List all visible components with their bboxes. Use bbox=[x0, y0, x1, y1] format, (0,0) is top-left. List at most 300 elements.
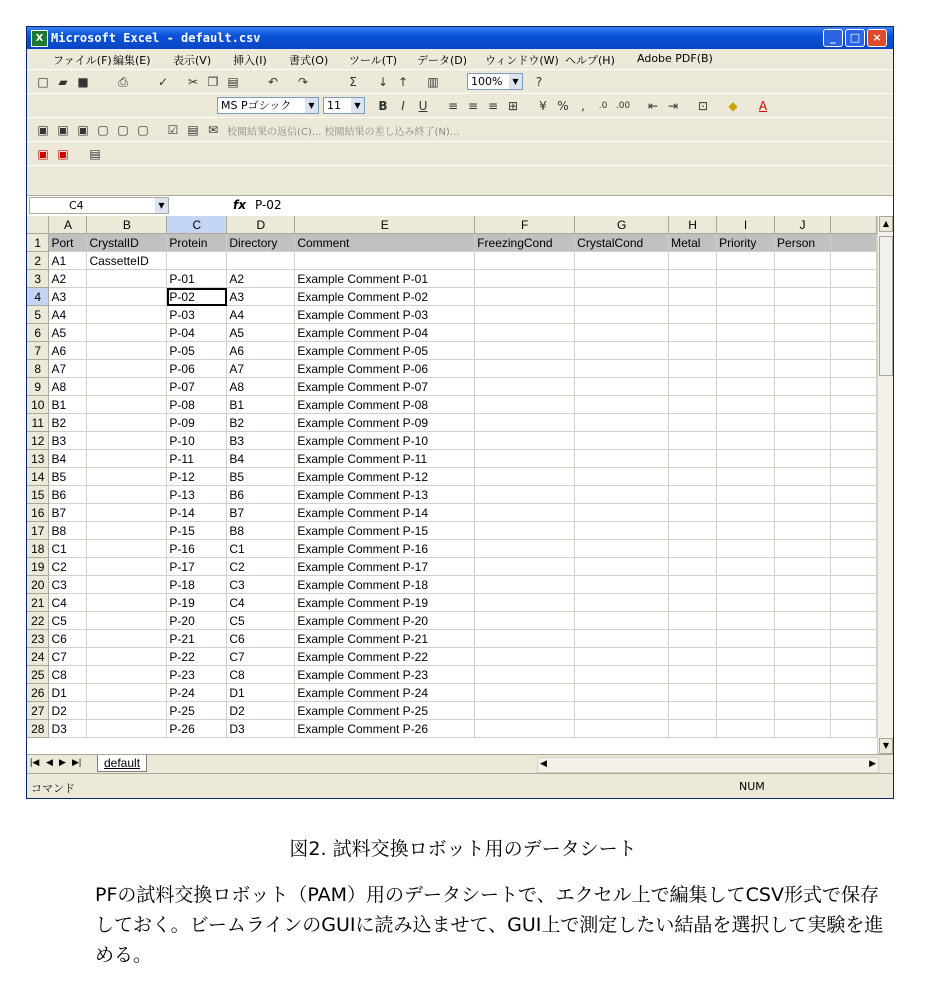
cell-blank[interactable] bbox=[830, 360, 876, 378]
cell-c10[interactable]: P-08 bbox=[167, 396, 227, 414]
cell-c6[interactable]: P-04 bbox=[167, 324, 227, 342]
row-header[interactable]: 4 bbox=[27, 288, 49, 306]
cell-e22[interactable]: Example Comment P-20 bbox=[295, 612, 475, 630]
cell-e28[interactable]: Example Comment P-26 bbox=[295, 720, 475, 738]
cell-g19[interactable] bbox=[575, 558, 669, 576]
cell-j4[interactable] bbox=[775, 288, 831, 306]
cell-h1[interactable]: Metal bbox=[669, 234, 717, 252]
cell-a28[interactable]: D3 bbox=[49, 720, 87, 738]
cell-e11[interactable]: Example Comment P-09 bbox=[295, 414, 475, 432]
cell-f14[interactable] bbox=[475, 468, 575, 486]
cell-blank[interactable] bbox=[830, 558, 876, 576]
cell-h25[interactable] bbox=[669, 666, 717, 684]
cell-h12[interactable] bbox=[669, 432, 717, 450]
cell-f8[interactable] bbox=[475, 360, 575, 378]
cell-i6[interactable] bbox=[717, 324, 775, 342]
prev-comment-icon[interactable]: ▣ bbox=[57, 123, 69, 137]
cell-b22[interactable] bbox=[87, 612, 167, 630]
cell-a19[interactable]: C2 bbox=[49, 558, 87, 576]
row-header[interactable]: 7 bbox=[27, 342, 49, 360]
cell-i2[interactable] bbox=[717, 252, 775, 270]
cell-b14[interactable] bbox=[87, 468, 167, 486]
row-header[interactable]: 22 bbox=[27, 612, 49, 630]
cell-a10[interactable]: B1 bbox=[49, 396, 87, 414]
minimize-button[interactable]: _ bbox=[823, 29, 843, 47]
send-mail-icon[interactable]: ✉ bbox=[207, 123, 219, 137]
cell-blank[interactable] bbox=[830, 594, 876, 612]
cell-a6[interactable]: A5 bbox=[49, 324, 87, 342]
update-file-icon[interactable]: ▤ bbox=[187, 123, 199, 137]
cell-h27[interactable] bbox=[669, 702, 717, 720]
cell-e5[interactable]: Example Comment P-03 bbox=[295, 306, 475, 324]
row-header[interactable]: 18 bbox=[27, 540, 49, 558]
cell-c9[interactable]: P-07 bbox=[167, 378, 227, 396]
zoom-select[interactable] bbox=[467, 73, 523, 90]
row-header[interactable]: 25 bbox=[27, 666, 49, 684]
cell-h15[interactable] bbox=[669, 486, 717, 504]
cell-f28[interactable] bbox=[475, 720, 575, 738]
row-header[interactable]: 11 bbox=[27, 414, 49, 432]
cell-d8[interactable]: A7 bbox=[227, 360, 295, 378]
cell-d28[interactable]: D3 bbox=[227, 720, 295, 738]
cell-d26[interactable]: D1 bbox=[227, 684, 295, 702]
undo-icon[interactable]: ↶ bbox=[267, 75, 279, 89]
cell-e18[interactable]: Example Comment P-16 bbox=[295, 540, 475, 558]
cell-i5[interactable] bbox=[717, 306, 775, 324]
maximize-button[interactable]: □ bbox=[845, 29, 865, 47]
cell-d9[interactable]: A8 bbox=[227, 378, 295, 396]
cell-e7[interactable]: Example Comment P-05 bbox=[295, 342, 475, 360]
cell-i28[interactable] bbox=[717, 720, 775, 738]
cell-d5[interactable]: A4 bbox=[227, 306, 295, 324]
cell-d15[interactable]: B6 bbox=[227, 486, 295, 504]
pdf-options-icon[interactable]: ▤ bbox=[89, 147, 101, 161]
cell-f11[interactable] bbox=[475, 414, 575, 432]
cell-b15[interactable] bbox=[87, 486, 167, 504]
cell-b19[interactable] bbox=[87, 558, 167, 576]
row-header[interactable]: 1 bbox=[27, 234, 49, 252]
column-header-a[interactable]: A bbox=[49, 216, 87, 234]
column-header-f[interactable]: F bbox=[475, 216, 575, 234]
cell-i1[interactable]: Priority bbox=[717, 234, 775, 252]
column-header-d[interactable]: D bbox=[227, 216, 295, 234]
copy-icon[interactable]: ❐ bbox=[207, 75, 219, 89]
cell-g1[interactable]: CrystalCond bbox=[575, 234, 669, 252]
percent-icon[interactable]: % bbox=[557, 99, 569, 113]
cell-d1[interactable]: Directory bbox=[227, 234, 295, 252]
cell-g2[interactable] bbox=[575, 252, 669, 270]
cell-a2[interactable]: A1 bbox=[49, 252, 87, 270]
cell-d23[interactable]: C6 bbox=[227, 630, 295, 648]
increase-decimal-icon[interactable]: .0 bbox=[598, 101, 608, 111]
cell-c13[interactable]: P-11 bbox=[167, 450, 227, 468]
cell-f23[interactable] bbox=[475, 630, 575, 648]
cell-c19[interactable]: P-17 bbox=[167, 558, 227, 576]
cell-d27[interactable]: D2 bbox=[227, 702, 295, 720]
cell-f22[interactable] bbox=[475, 612, 575, 630]
cell-j23[interactable] bbox=[775, 630, 831, 648]
cell-i19[interactable] bbox=[717, 558, 775, 576]
cell-g6[interactable] bbox=[575, 324, 669, 342]
cell-a23[interactable]: C6 bbox=[49, 630, 87, 648]
cell-e23[interactable]: Example Comment P-21 bbox=[295, 630, 475, 648]
cell-e6[interactable]: Example Comment P-04 bbox=[295, 324, 475, 342]
cell-blank[interactable] bbox=[830, 504, 876, 522]
cell-g10[interactable] bbox=[575, 396, 669, 414]
cell-i18[interactable] bbox=[717, 540, 775, 558]
cell-j9[interactable] bbox=[775, 378, 831, 396]
cell-f12[interactable] bbox=[475, 432, 575, 450]
cell-a4[interactable]: A3 bbox=[49, 288, 87, 306]
scroll-thumb[interactable] bbox=[879, 236, 893, 376]
row-header[interactable]: 3 bbox=[27, 270, 49, 288]
cell-j19[interactable] bbox=[775, 558, 831, 576]
column-header-g[interactable]: G bbox=[575, 216, 669, 234]
cell-e14[interactable]: Example Comment P-12 bbox=[295, 468, 475, 486]
cell-g21[interactable] bbox=[575, 594, 669, 612]
cell-a21[interactable]: C4 bbox=[49, 594, 87, 612]
cell-f24[interactable] bbox=[475, 648, 575, 666]
cell-i15[interactable] bbox=[717, 486, 775, 504]
cell-c18[interactable]: P-16 bbox=[167, 540, 227, 558]
cell-h13[interactable] bbox=[669, 450, 717, 468]
cell-c23[interactable]: P-21 bbox=[167, 630, 227, 648]
font-color-icon[interactable]: A bbox=[758, 99, 768, 113]
cut-icon[interactable]: ✂ bbox=[187, 75, 199, 89]
cell-i8[interactable] bbox=[717, 360, 775, 378]
cell-c5[interactable]: P-03 bbox=[167, 306, 227, 324]
cell-e21[interactable]: Example Comment P-19 bbox=[295, 594, 475, 612]
delete-comment-icon[interactable]: ▢ bbox=[137, 123, 149, 137]
cell-j25[interactable] bbox=[775, 666, 831, 684]
cell-h2[interactable] bbox=[669, 252, 717, 270]
row-header[interactable]: 17 bbox=[27, 522, 49, 540]
cell-d4[interactable]: A3 bbox=[227, 288, 295, 306]
cell-blank[interactable] bbox=[830, 540, 876, 558]
font-name-select[interactable] bbox=[217, 97, 319, 114]
row-header[interactable]: 8 bbox=[27, 360, 49, 378]
cell-g18[interactable] bbox=[575, 540, 669, 558]
cell-g22[interactable] bbox=[575, 612, 669, 630]
cell-h20[interactable] bbox=[669, 576, 717, 594]
sheet-tab-default[interactable]: default bbox=[97, 755, 147, 772]
cell-g25[interactable] bbox=[575, 666, 669, 684]
cell-h6[interactable] bbox=[669, 324, 717, 342]
cell-b21[interactable] bbox=[87, 594, 167, 612]
italic-icon[interactable]: I bbox=[401, 99, 405, 113]
select-all-corner[interactable] bbox=[27, 216, 49, 234]
cell-b8[interactable] bbox=[87, 360, 167, 378]
cell-b23[interactable] bbox=[87, 630, 167, 648]
cell-blank[interactable] bbox=[830, 702, 876, 720]
sort-desc-icon[interactable]: ↑ bbox=[397, 75, 409, 89]
cell-blank[interactable] bbox=[830, 648, 876, 666]
pdf-convert-icon[interactable]: ▣ bbox=[37, 147, 49, 161]
cell-h8[interactable] bbox=[669, 360, 717, 378]
cell-d20[interactable]: C3 bbox=[227, 576, 295, 594]
cell-d19[interactable]: C2 bbox=[227, 558, 295, 576]
cell-i20[interactable] bbox=[717, 576, 775, 594]
cell-blank[interactable] bbox=[830, 630, 876, 648]
cell-b17[interactable] bbox=[87, 522, 167, 540]
cell-e16[interactable]: Example Comment P-14 bbox=[295, 504, 475, 522]
row-header[interactable]: 27 bbox=[27, 702, 49, 720]
cell-j1[interactable]: Person bbox=[775, 234, 831, 252]
cell-c12[interactable]: P-10 bbox=[167, 432, 227, 450]
track-changes-icon[interactable]: ☑ bbox=[167, 123, 179, 137]
cell-i7[interactable] bbox=[717, 342, 775, 360]
cell-j12[interactable] bbox=[775, 432, 831, 450]
cell-j2[interactable] bbox=[775, 252, 831, 270]
cell-blank[interactable] bbox=[830, 306, 876, 324]
cell-b6[interactable] bbox=[87, 324, 167, 342]
cell-j10[interactable] bbox=[775, 396, 831, 414]
close-button[interactable]: × bbox=[867, 29, 887, 47]
cell-g27[interactable] bbox=[575, 702, 669, 720]
new-icon[interactable]: □ bbox=[37, 75, 49, 89]
row-header[interactable]: 15 bbox=[27, 486, 49, 504]
cell-a7[interactable]: A6 bbox=[49, 342, 87, 360]
cell-c11[interactable]: P-09 bbox=[167, 414, 227, 432]
cell-h19[interactable] bbox=[669, 558, 717, 576]
cell-b20[interactable] bbox=[87, 576, 167, 594]
cell-e2[interactable] bbox=[295, 252, 475, 270]
cell-b11[interactable] bbox=[87, 414, 167, 432]
cell-b28[interactable] bbox=[87, 720, 167, 738]
cell-j16[interactable] bbox=[775, 504, 831, 522]
cell-h5[interactable] bbox=[669, 306, 717, 324]
cell-d25[interactable]: C8 bbox=[227, 666, 295, 684]
row-header[interactable]: 26 bbox=[27, 684, 49, 702]
cell-blank[interactable] bbox=[830, 234, 876, 252]
vertical-scrollbar[interactable] bbox=[877, 216, 894, 754]
row-header[interactable]: 10 bbox=[27, 396, 49, 414]
align-right-icon[interactable]: ≡ bbox=[487, 99, 499, 113]
bold-icon[interactable]: B bbox=[378, 99, 388, 113]
row-header[interactable]: 12 bbox=[27, 432, 49, 450]
row-header[interactable]: 20 bbox=[27, 576, 49, 594]
cell-c26[interactable]: P-24 bbox=[167, 684, 227, 702]
cell-j15[interactable] bbox=[775, 486, 831, 504]
last-sheet-icon[interactable]: ▶| bbox=[72, 757, 82, 767]
cell-a20[interactable]: C3 bbox=[49, 576, 87, 594]
cell-g26[interactable] bbox=[575, 684, 669, 702]
row-header[interactable]: 6 bbox=[27, 324, 49, 342]
cell-a12[interactable]: B3 bbox=[49, 432, 87, 450]
cell-e27[interactable]: Example Comment P-25 bbox=[295, 702, 475, 720]
cell-a18[interactable]: C1 bbox=[49, 540, 87, 558]
cell-blank[interactable] bbox=[830, 522, 876, 540]
align-left-icon[interactable]: ≡ bbox=[447, 99, 459, 113]
borders-icon[interactable]: ⊡ bbox=[697, 99, 709, 113]
cell-h26[interactable] bbox=[669, 684, 717, 702]
cell-e15[interactable]: Example Comment P-13 bbox=[295, 486, 475, 504]
fill-color-icon[interactable]: ◆ bbox=[728, 99, 738, 113]
menu-insert[interactable]: 挿入(I) bbox=[233, 54, 267, 67]
cell-j8[interactable] bbox=[775, 360, 831, 378]
row-header[interactable]: 19 bbox=[27, 558, 49, 576]
cell-i17[interactable] bbox=[717, 522, 775, 540]
cell-b18[interactable] bbox=[87, 540, 167, 558]
cell-j7[interactable] bbox=[775, 342, 831, 360]
cell-f17[interactable] bbox=[475, 522, 575, 540]
fx-icon[interactable]: fx bbox=[233, 198, 246, 212]
cell-e19[interactable]: Example Comment P-17 bbox=[295, 558, 475, 576]
currency-icon[interactable]: ¥ bbox=[539, 99, 547, 113]
cell-j3[interactable] bbox=[775, 270, 831, 288]
prev-sheet-icon[interactable]: ◀ bbox=[46, 757, 53, 767]
formula-input[interactable]: P-02 bbox=[255, 198, 282, 212]
cell-b1[interactable]: CrystalID bbox=[87, 234, 167, 252]
cell-blank[interactable] bbox=[830, 270, 876, 288]
cell-blank[interactable] bbox=[830, 396, 876, 414]
cell-a1[interactable]: Port bbox=[49, 234, 87, 252]
cell-blank[interactable] bbox=[830, 288, 876, 306]
cell-a25[interactable]: C8 bbox=[49, 666, 87, 684]
cell-a3[interactable]: A2 bbox=[49, 270, 87, 288]
cell-j27[interactable] bbox=[775, 702, 831, 720]
cell-e8[interactable]: Example Comment P-06 bbox=[295, 360, 475, 378]
cell-i22[interactable] bbox=[717, 612, 775, 630]
cell-b13[interactable] bbox=[87, 450, 167, 468]
scroll-up-icon[interactable]: ▲ bbox=[879, 216, 893, 232]
row-header[interactable]: 21 bbox=[27, 594, 49, 612]
cell-g20[interactable] bbox=[575, 576, 669, 594]
cell-g14[interactable] bbox=[575, 468, 669, 486]
cell-d7[interactable]: A6 bbox=[227, 342, 295, 360]
menu-format[interactable]: 書式(O) bbox=[289, 54, 329, 67]
cell-f21[interactable] bbox=[475, 594, 575, 612]
cell-i26[interactable] bbox=[717, 684, 775, 702]
cell-b16[interactable] bbox=[87, 504, 167, 522]
row-header[interactable]: 13 bbox=[27, 450, 49, 468]
cell-d18[interactable]: C1 bbox=[227, 540, 295, 558]
cell-g5[interactable] bbox=[575, 306, 669, 324]
scroll-down-icon[interactable]: ▼ bbox=[879, 738, 893, 754]
cell-e25[interactable]: Example Comment P-23 bbox=[295, 666, 475, 684]
row-header[interactable]: 16 bbox=[27, 504, 49, 522]
cell-h11[interactable] bbox=[669, 414, 717, 432]
cell-c15[interactable]: P-13 bbox=[167, 486, 227, 504]
cell-blank[interactable] bbox=[830, 324, 876, 342]
cell-blank[interactable] bbox=[830, 468, 876, 486]
cell-f25[interactable] bbox=[475, 666, 575, 684]
cell-a9[interactable]: A8 bbox=[49, 378, 87, 396]
menu-adobe-pdf[interactable]: Adobe PDF(B) bbox=[637, 52, 713, 65]
cell-g13[interactable] bbox=[575, 450, 669, 468]
column-header-e[interactable]: E bbox=[295, 216, 475, 234]
underline-icon[interactable]: U bbox=[418, 99, 428, 113]
save-icon[interactable]: ■ bbox=[77, 75, 89, 89]
cell-d22[interactable]: C5 bbox=[227, 612, 295, 630]
cell-a15[interactable]: B6 bbox=[49, 486, 87, 504]
cell-blank[interactable] bbox=[830, 378, 876, 396]
cell-h24[interactable] bbox=[669, 648, 717, 666]
cell-h10[interactable] bbox=[669, 396, 717, 414]
menu-view[interactable]: 表示(V) bbox=[173, 54, 212, 67]
cell-g12[interactable] bbox=[575, 432, 669, 450]
cell-blank[interactable] bbox=[830, 342, 876, 360]
next-comment-icon[interactable]: ▣ bbox=[77, 123, 89, 137]
next-sheet-icon[interactable]: ▶ bbox=[59, 757, 66, 767]
cell-h16[interactable] bbox=[669, 504, 717, 522]
cell-h21[interactable] bbox=[669, 594, 717, 612]
cell-g28[interactable] bbox=[575, 720, 669, 738]
cell-d13[interactable]: B4 bbox=[227, 450, 295, 468]
cell-b26[interactable] bbox=[87, 684, 167, 702]
cell-f1[interactable]: FreezingCond bbox=[475, 234, 575, 252]
cell-j17[interactable] bbox=[775, 522, 831, 540]
cell-a13[interactable]: B4 bbox=[49, 450, 87, 468]
cell-a17[interactable]: B8 bbox=[49, 522, 87, 540]
cell-g24[interactable] bbox=[575, 648, 669, 666]
cell-a26[interactable]: D1 bbox=[49, 684, 87, 702]
cell-blank[interactable] bbox=[830, 612, 876, 630]
align-center-icon[interactable]: ≡ bbox=[467, 99, 479, 113]
cell-j24[interactable] bbox=[775, 648, 831, 666]
column-header-c[interactable]: C bbox=[167, 216, 227, 234]
cell-j11[interactable] bbox=[775, 414, 831, 432]
pdf-mail-icon[interactable]: ▣ bbox=[57, 147, 69, 161]
scroll-left-icon[interactable]: ◀ bbox=[540, 758, 547, 768]
scroll-right-icon[interactable]: ▶ bbox=[869, 758, 876, 768]
cell-e1[interactable]: Comment bbox=[295, 234, 475, 252]
cell-a22[interactable]: C5 bbox=[49, 612, 87, 630]
paste-icon[interactable]: ▤ bbox=[227, 75, 239, 89]
print-icon[interactable]: ⎙ bbox=[118, 75, 128, 89]
cell-b10[interactable] bbox=[87, 396, 167, 414]
cell-blank[interactable] bbox=[830, 666, 876, 684]
cell-blank[interactable] bbox=[830, 252, 876, 270]
cell-f10[interactable] bbox=[475, 396, 575, 414]
cell-f16[interactable] bbox=[475, 504, 575, 522]
cell-blank[interactable] bbox=[830, 576, 876, 594]
cell-e10[interactable]: Example Comment P-08 bbox=[295, 396, 475, 414]
cell-i16[interactable] bbox=[717, 504, 775, 522]
cell-h28[interactable] bbox=[669, 720, 717, 738]
menu-file[interactable]: ファイル(F) bbox=[53, 54, 112, 67]
cell-f2[interactable] bbox=[475, 252, 575, 270]
merge-center-icon[interactable]: ⊞ bbox=[507, 99, 519, 113]
cell-f19[interactable] bbox=[475, 558, 575, 576]
cell-h7[interactable] bbox=[669, 342, 717, 360]
cell-c1[interactable]: Protein bbox=[167, 234, 227, 252]
cell-j20[interactable] bbox=[775, 576, 831, 594]
cell-blank[interactable] bbox=[830, 684, 876, 702]
cell-f26[interactable] bbox=[475, 684, 575, 702]
cell-f15[interactable] bbox=[475, 486, 575, 504]
cell-g9[interactable] bbox=[575, 378, 669, 396]
cell-j21[interactable] bbox=[775, 594, 831, 612]
cell-i10[interactable] bbox=[717, 396, 775, 414]
cell-d6[interactable]: A5 bbox=[227, 324, 295, 342]
comma-icon[interactable]: , bbox=[581, 99, 585, 113]
cell-c25[interactable]: P-23 bbox=[167, 666, 227, 684]
cell-d17[interactable]: B8 bbox=[227, 522, 295, 540]
cell-g23[interactable] bbox=[575, 630, 669, 648]
open-icon[interactable]: ▰ bbox=[58, 75, 68, 89]
menu-tools[interactable]: ツール(T) bbox=[349, 54, 398, 67]
cell-g11[interactable] bbox=[575, 414, 669, 432]
cell-h17[interactable] bbox=[669, 522, 717, 540]
review-reply-links[interactable]: 校閲結果の返信(C)... 校閲結果の差し込み終了(N)... bbox=[227, 127, 460, 138]
column-header-i[interactable]: I bbox=[717, 216, 775, 234]
cell-h4[interactable] bbox=[669, 288, 717, 306]
show-comment-icon[interactable]: ▢ bbox=[97, 123, 109, 137]
cell-blank[interactable] bbox=[830, 450, 876, 468]
sort-asc-icon[interactable]: ↓ bbox=[377, 75, 389, 89]
cell-b5[interactable] bbox=[87, 306, 167, 324]
